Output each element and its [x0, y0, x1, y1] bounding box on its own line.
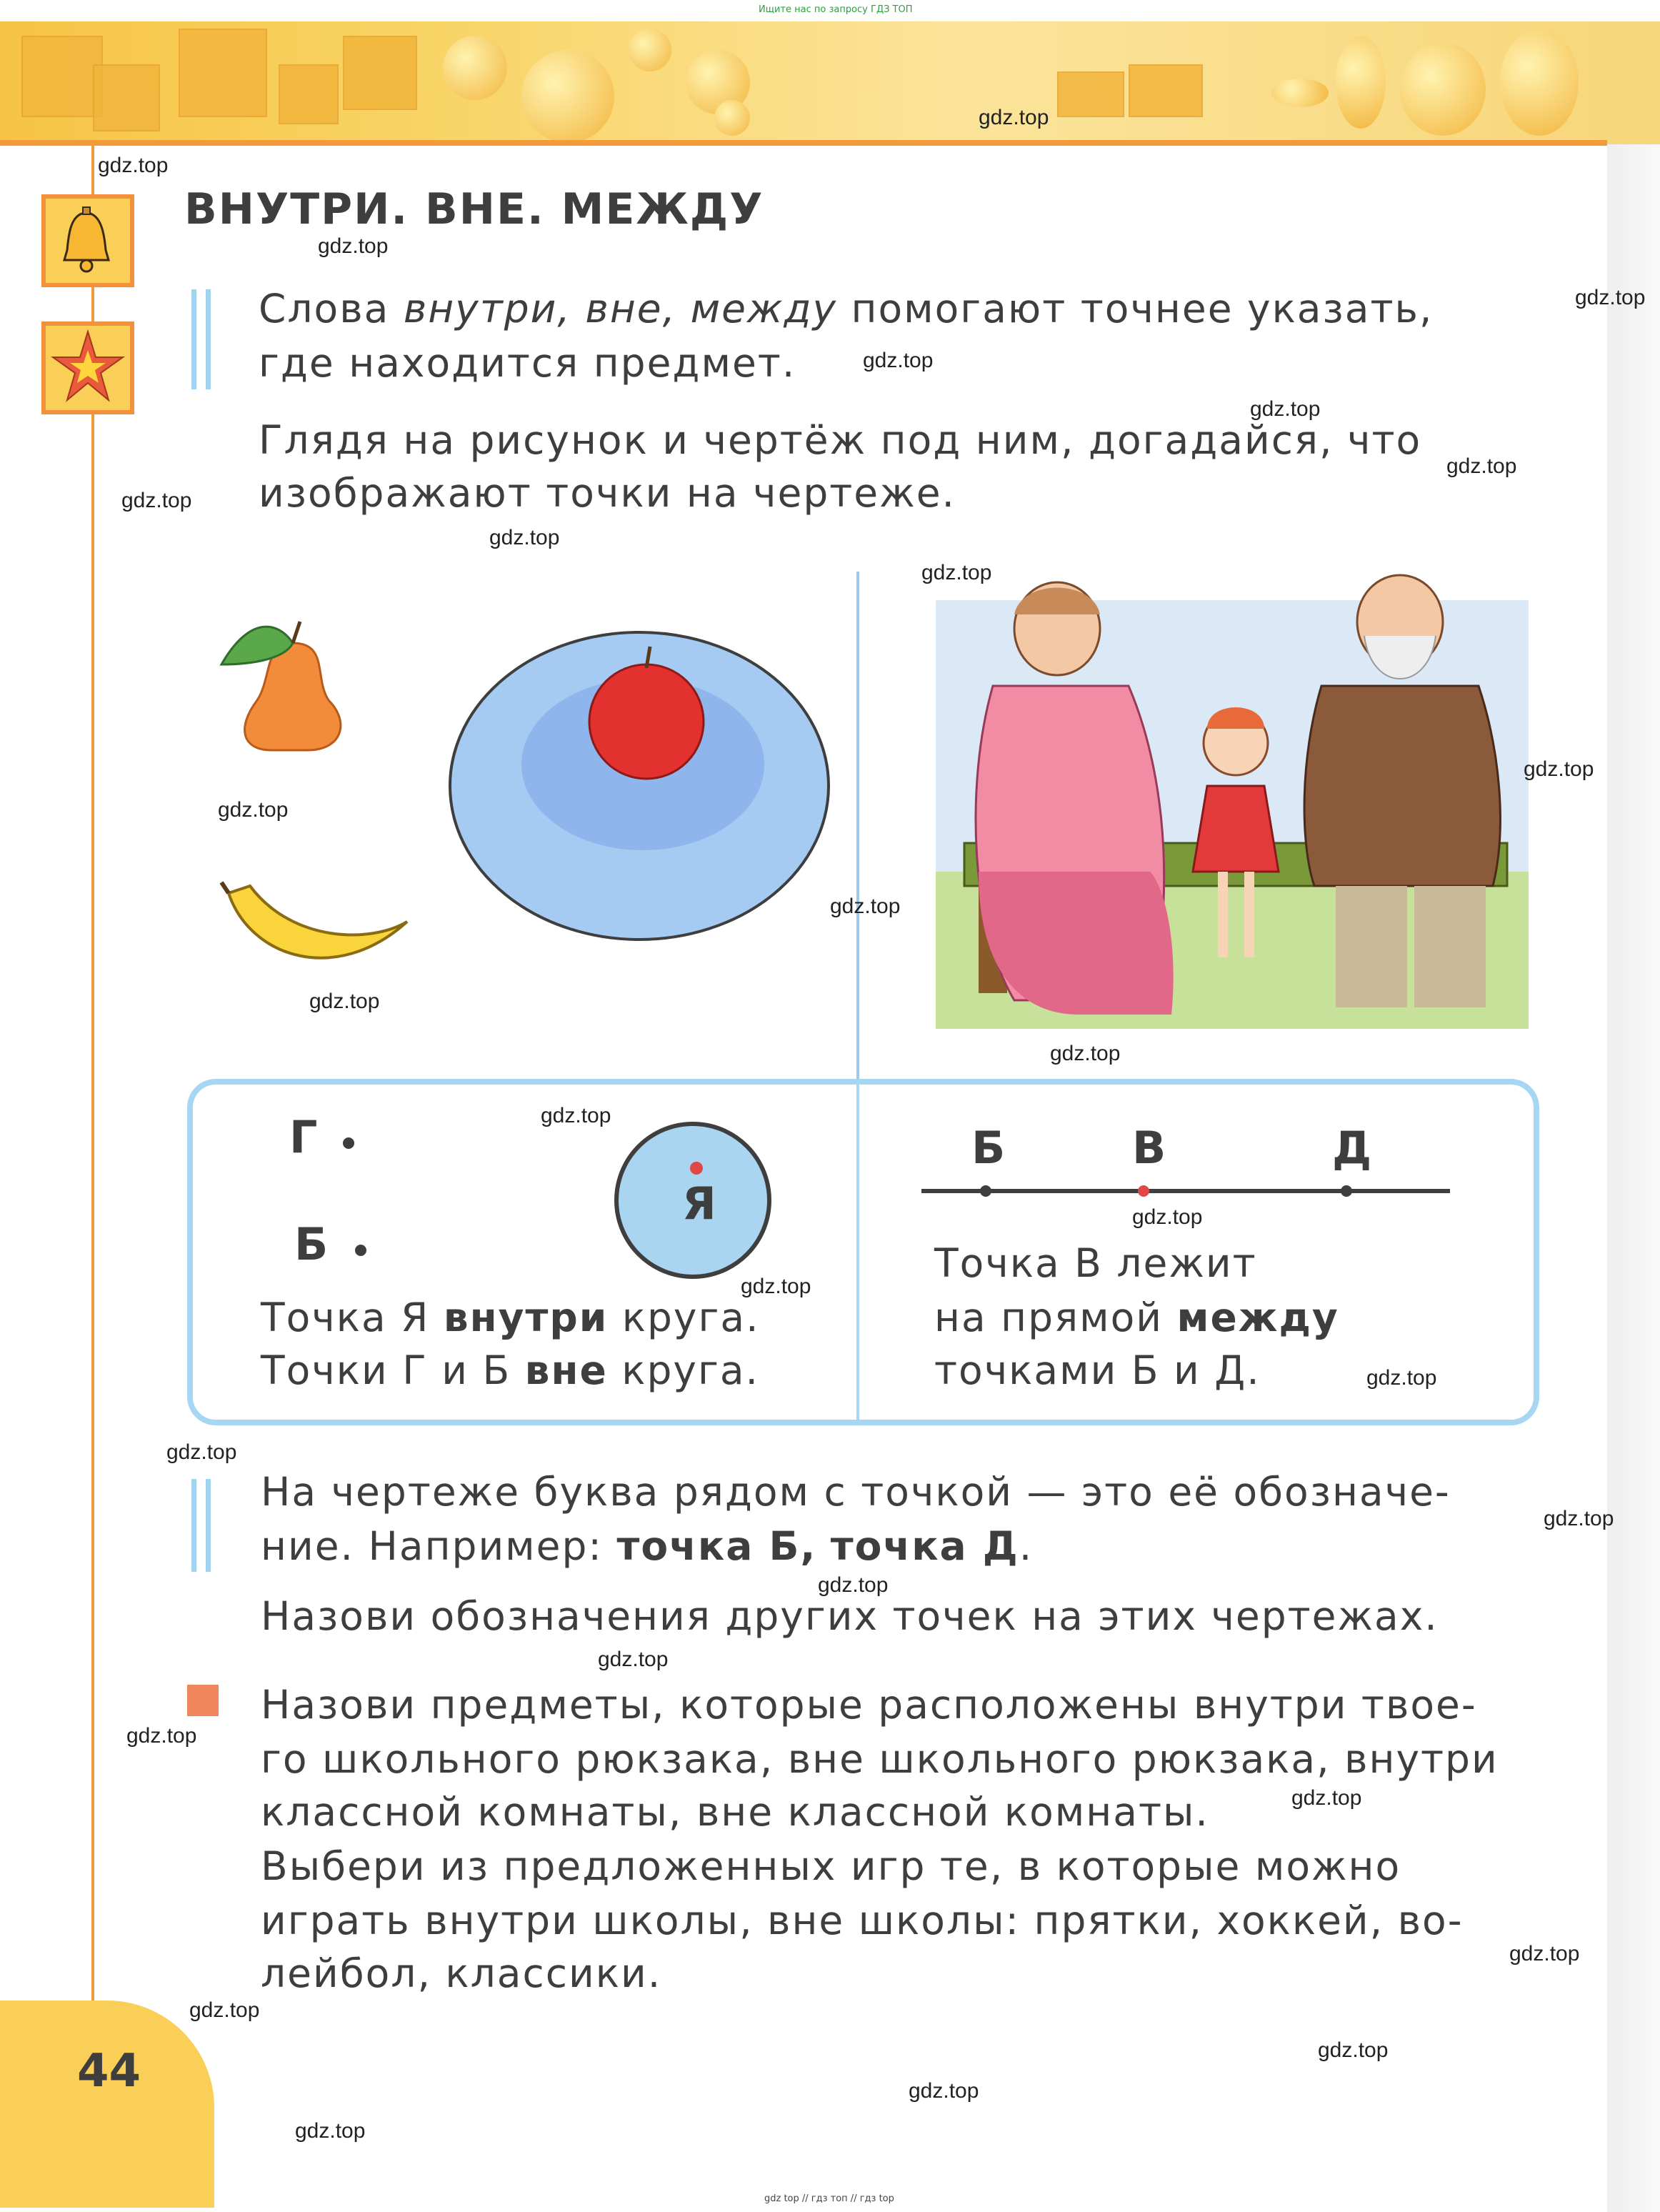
rule-word-between: между — [690, 286, 838, 332]
picture-divider — [856, 572, 859, 1079]
task3-line-6: лейбол, классики. — [261, 1951, 662, 1996]
task3-line-4: Выбери из предложенных игр те, в которые можно — [261, 1843, 1401, 1889]
banana-image — [221, 882, 407, 958]
ring-shape — [1271, 79, 1329, 107]
page-edge — [1607, 21, 1660, 2212]
watermark: gdz.top — [1509, 1942, 1580, 1966]
top-search-note: Ищите нас по запросу ГДЗ ТОП — [759, 4, 913, 15]
diagram-right-caption-1: Точка В лежит — [934, 1240, 1257, 1286]
rule-line-2: где находится предмет. — [259, 340, 796, 386]
rule-word-inside: внутри, — [403, 286, 571, 332]
pyramid-shape — [1400, 43, 1486, 136]
point-v-dot — [1138, 1185, 1149, 1197]
watermark: gdz.top — [98, 154, 169, 177]
ball-shape — [714, 100, 750, 136]
bottom-note: gdz top // гдз топ // гдз top — [764, 2193, 894, 2204]
caption-text: круга. — [621, 1295, 760, 1340]
rule-marker-bar — [206, 289, 211, 389]
task3-line-5: играть внутри школы, вне школы: прятки, хоккей, во- — [261, 1898, 1464, 1943]
caption-bold-between: между — [1176, 1295, 1339, 1340]
point-b-line-dot — [980, 1185, 991, 1197]
ball-shape — [629, 29, 671, 71]
fruits-illustration — [207, 600, 850, 1000]
watermark: gdz.top — [921, 561, 992, 584]
rule2-line-1: На чертеже буква рядом с точкой — это её обозначе- — [261, 1469, 1451, 1515]
rule2-text: ние. Например: — [261, 1523, 603, 1569]
watermark: gdz.top — [598, 1648, 669, 1671]
watermark: gdz.top — [818, 1573, 889, 1597]
page-edge-band — [1607, 21, 1660, 144]
watermark: gdz.top — [121, 489, 192, 512]
task2-line: Назови обозначения других точек на этих чертежах. — [261, 1593, 1439, 1639]
bell-icon — [41, 194, 134, 287]
watermark: gdz.top — [126, 1724, 197, 1748]
straight-line — [921, 1189, 1450, 1193]
watermark: gdz.top — [741, 1275, 811, 1298]
task1-line-1: Глядя на рисунок и чертёж под ним, догадайся, что — [259, 417, 1422, 463]
watermark: gdz.top — [318, 234, 389, 258]
page-number-tab — [0, 2001, 214, 2208]
watermark: gdz.top — [1544, 1507, 1614, 1530]
point-g-dot — [343, 1137, 354, 1149]
rule-line-1 — [259, 282, 1433, 336]
pyramid-shape — [1500, 29, 1579, 136]
point-b-line-label: Б — [971, 1122, 1006, 1174]
cube-shape — [1057, 71, 1124, 117]
rule-word: Слова — [259, 286, 390, 332]
watermark: gdz.top — [979, 106, 1049, 129]
rule-marker-bar — [191, 289, 196, 389]
watermark: gdz.top — [830, 895, 901, 918]
watermark: gdz.top — [1250, 397, 1321, 421]
banner-underline — [0, 140, 1607, 146]
watermark: gdz.top — [1446, 454, 1517, 478]
caption-text: Точки Г и Б — [261, 1347, 511, 1393]
rule2-period: . — [1019, 1523, 1034, 1569]
watermark: gdz.top — [218, 798, 289, 822]
watermark: gdz.top — [1050, 1042, 1121, 1065]
page-number: 44 — [77, 2045, 141, 2098]
watermark: gdz.top — [489, 526, 560, 549]
watermark: gdz.top — [295, 2119, 366, 2143]
point-v-label: В — [1132, 1122, 1166, 1174]
point-b-dot — [355, 1245, 366, 1256]
diagram-left-caption-2 — [261, 1343, 759, 1398]
watermark: gdz.top — [1575, 286, 1646, 309]
task3-line-1: Назови предметы, которые расположены внутри твое- — [261, 1682, 1477, 1728]
caption-bold-outside: вне — [524, 1347, 608, 1393]
pyramid-shape — [1336, 36, 1386, 129]
watermark: gdz.top — [1132, 1205, 1203, 1229]
caption-text: круга. — [621, 1347, 760, 1393]
watermark: gdz.top — [1524, 757, 1594, 781]
ball-shape — [443, 36, 507, 100]
top-decorative-banner — [0, 21, 1607, 144]
cube-shape — [93, 64, 160, 131]
caption-text: на прямой — [934, 1295, 1163, 1340]
cube-shape — [179, 29, 267, 117]
watermark: gdz.top — [541, 1104, 611, 1127]
diagram-right-caption-2 — [934, 1290, 1339, 1345]
left-margin-rule — [91, 146, 94, 2003]
cube-shape — [1129, 64, 1203, 117]
cube-shape — [279, 64, 339, 124]
caption-bold-inside: внутри — [443, 1295, 609, 1340]
point-b-label: Б — [294, 1218, 329, 1270]
point-d-dot — [1341, 1185, 1352, 1197]
page-title: ВНУТРИ. ВНЕ. МЕЖДУ — [184, 184, 764, 234]
rule-word: помогают точнее указать, — [851, 286, 1434, 332]
task3-line-2: го школьного рюкзака, вне школьного рюкзака, внутри — [261, 1736, 1499, 1782]
star-icon — [41, 322, 134, 414]
rule2-example-d: точка Д — [830, 1523, 1019, 1569]
point-d-label: Д — [1332, 1122, 1372, 1174]
task3-line-3: классной комнаты, вне классной комнаты. — [261, 1789, 1209, 1835]
point-g-label: Г — [289, 1111, 318, 1163]
caption-text: Точка Я — [261, 1295, 430, 1340]
watermark: gdz.top — [1318, 2038, 1389, 2062]
watermark: gdz.top — [909, 2079, 979, 2103]
watermark: gdz.top — [1366, 1366, 1437, 1390]
watermark: gdz.top — [309, 990, 380, 1013]
family-bench-illustration — [936, 572, 1529, 1029]
task1-line-2: изображают точки на чертеже. — [259, 470, 956, 516]
watermark: gdz.top — [863, 349, 934, 372]
cube-shape — [343, 36, 417, 110]
rule-marker-bar — [206, 1479, 211, 1572]
rule2-example-b: точка Б, — [616, 1523, 817, 1569]
watermark: gdz.top — [189, 1998, 260, 2022]
rule-word-outside: вне, — [585, 286, 677, 332]
watermark: gdz.top — [166, 1440, 237, 1464]
rule2-line-2 — [261, 1519, 1033, 1573]
diagram-right-caption-3: точками Б и Д. — [934, 1347, 1261, 1393]
cube-shape — [21, 36, 103, 117]
task-square-marker — [187, 1685, 219, 1716]
rule-marker-bar — [191, 1479, 196, 1572]
diagram-left-caption-1 — [261, 1290, 760, 1345]
diagram-divider — [856, 1079, 859, 1425]
pear-image — [221, 622, 341, 750]
ball-shape — [521, 50, 614, 143]
watermark: gdz.top — [1291, 1786, 1362, 1810]
point-ya-label: Я — [682, 1177, 716, 1230]
